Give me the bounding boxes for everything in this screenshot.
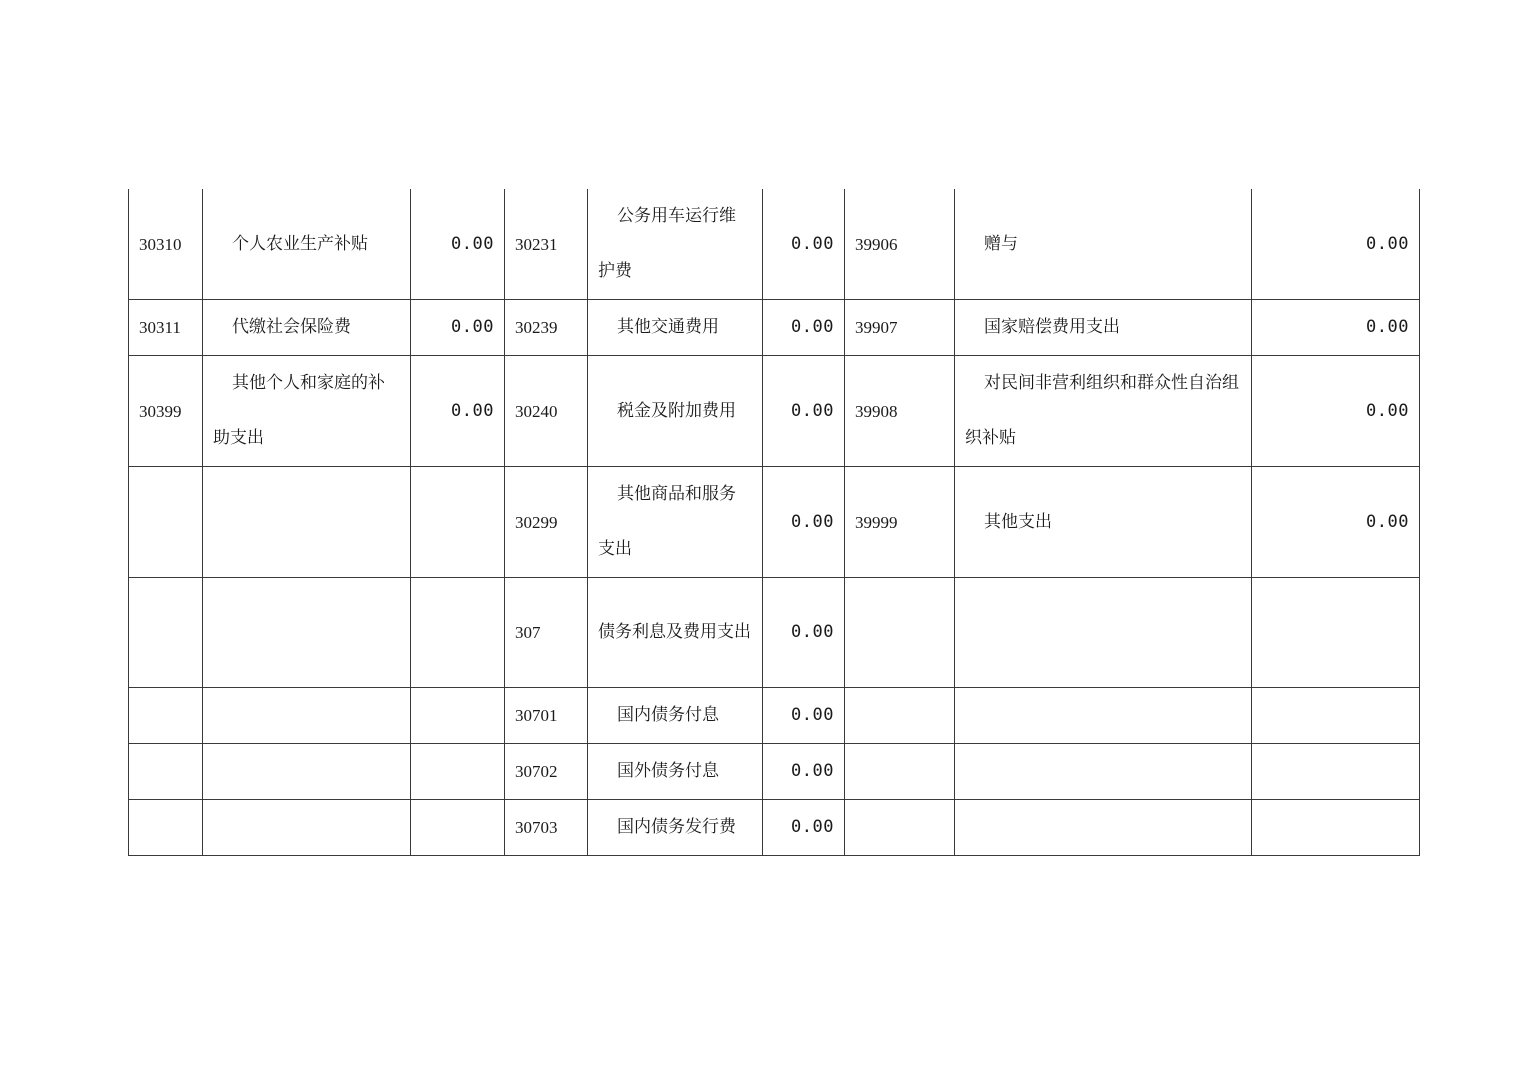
goods-services-code-cell: 307	[505, 578, 588, 688]
personal-subsidy-code-cell	[129, 578, 203, 688]
goods-services-amount-cell: 0.00	[763, 189, 845, 300]
goods-services-code-cell: 30299	[505, 467, 588, 578]
personal-subsidy-amount-cell	[411, 688, 505, 744]
personal-subsidy-code-cell	[129, 688, 203, 744]
table-row	[129, 467, 1420, 578]
personal-subsidy-name-cell	[203, 800, 411, 856]
personal-subsidy-code-cell	[129, 467, 203, 578]
goods-services-name-cell: 其他交通费用	[588, 300, 763, 356]
other-expense-code-cell: 39907	[845, 300, 955, 356]
goods-services-name-cell: 其他商品和服务支出	[588, 467, 763, 578]
table-row	[129, 300, 1420, 356]
other-expense-amount-cell	[1252, 800, 1420, 856]
expenditure-classification-table	[128, 189, 1420, 856]
personal-subsidy-code-cell: 30311	[129, 300, 203, 356]
table-row	[129, 744, 1420, 800]
personal-subsidy-name-cell	[203, 467, 411, 578]
goods-services-code-cell: 30701	[505, 688, 588, 744]
table-row	[129, 189, 1420, 300]
personal-subsidy-name-cell: 代缴社会保险费	[203, 300, 411, 356]
other-expense-amount-cell	[1252, 578, 1420, 688]
goods-services-amount-cell: 0.00	[763, 578, 845, 688]
goods-services-name-cell: 债务利息及费用支出	[588, 578, 763, 688]
other-expense-code-cell: 39999	[845, 467, 955, 578]
other-expense-name-cell: 对民间非营利组织和群众性自治组织补贴	[955, 356, 1252, 467]
other-expense-code-cell: 39908	[845, 356, 955, 467]
goods-services-name-cell: 国内债务付息	[588, 688, 763, 744]
personal-subsidy-amount-cell: 0.00	[411, 189, 505, 300]
other-expense-name-cell	[955, 744, 1252, 800]
other-expense-amount-cell: 0.00	[1252, 467, 1420, 578]
personal-subsidy-amount-cell	[411, 800, 505, 856]
other-expense-name-cell: 赠与	[955, 189, 1252, 300]
personal-subsidy-code-cell	[129, 744, 203, 800]
goods-services-amount-cell: 0.00	[763, 356, 845, 467]
table-row	[129, 578, 1420, 688]
other-expense-code-cell	[845, 744, 955, 800]
goods-services-code-cell: 30240	[505, 356, 588, 467]
goods-services-code-cell: 30702	[505, 744, 588, 800]
personal-subsidy-amount-cell	[411, 744, 505, 800]
goods-services-amount-cell: 0.00	[763, 800, 845, 856]
other-expense-amount-cell	[1252, 688, 1420, 744]
goods-services-code-cell: 30231	[505, 189, 588, 300]
other-expense-code-cell	[845, 800, 955, 856]
other-expense-name-cell	[955, 800, 1252, 856]
other-expense-name-cell: 其他支出	[955, 467, 1252, 578]
personal-subsidy-name-cell	[203, 744, 411, 800]
personal-subsidy-name-cell: 其他个人和家庭的补助支出	[203, 356, 411, 467]
budget-table-page	[128, 189, 1419, 856]
other-expense-amount-cell	[1252, 744, 1420, 800]
goods-services-amount-cell: 0.00	[763, 744, 845, 800]
personal-subsidy-name-cell	[203, 578, 411, 688]
personal-subsidy-code-cell: 30399	[129, 356, 203, 467]
goods-services-name-cell: 税金及附加费用	[588, 356, 763, 467]
other-expense-code-cell	[845, 578, 955, 688]
personal-subsidy-amount-cell	[411, 467, 505, 578]
personal-subsidy-amount-cell: 0.00	[411, 356, 505, 467]
table-row	[129, 800, 1420, 856]
other-expense-name-cell: 国家赔偿费用支出	[955, 300, 1252, 356]
other-expense-code-cell	[845, 688, 955, 744]
other-expense-amount-cell: 0.00	[1252, 356, 1420, 467]
goods-services-name-cell: 公务用车运行维护费	[588, 189, 763, 300]
personal-subsidy-name-cell: 个人农业生产补贴	[203, 189, 411, 300]
other-expense-name-cell	[955, 578, 1252, 688]
personal-subsidy-code-cell	[129, 800, 203, 856]
personal-subsidy-name-cell	[203, 688, 411, 744]
other-expense-amount-cell: 0.00	[1252, 189, 1420, 300]
goods-services-code-cell: 30239	[505, 300, 588, 356]
personal-subsidy-amount-cell	[411, 578, 505, 688]
other-expense-name-cell	[955, 688, 1252, 744]
goods-services-amount-cell: 0.00	[763, 300, 845, 356]
goods-services-name-cell: 国外债务付息	[588, 744, 763, 800]
other-expense-code-cell: 39906	[845, 189, 955, 300]
table-row	[129, 688, 1420, 744]
goods-services-amount-cell: 0.00	[763, 688, 845, 744]
table-row	[129, 356, 1420, 467]
other-expense-amount-cell: 0.00	[1252, 300, 1420, 356]
goods-services-code-cell: 30703	[505, 800, 588, 856]
personal-subsidy-code-cell: 30310	[129, 189, 203, 300]
goods-services-name-cell: 国内债务发行费	[588, 800, 763, 856]
goods-services-amount-cell: 0.00	[763, 467, 845, 578]
personal-subsidy-amount-cell: 0.00	[411, 300, 505, 356]
